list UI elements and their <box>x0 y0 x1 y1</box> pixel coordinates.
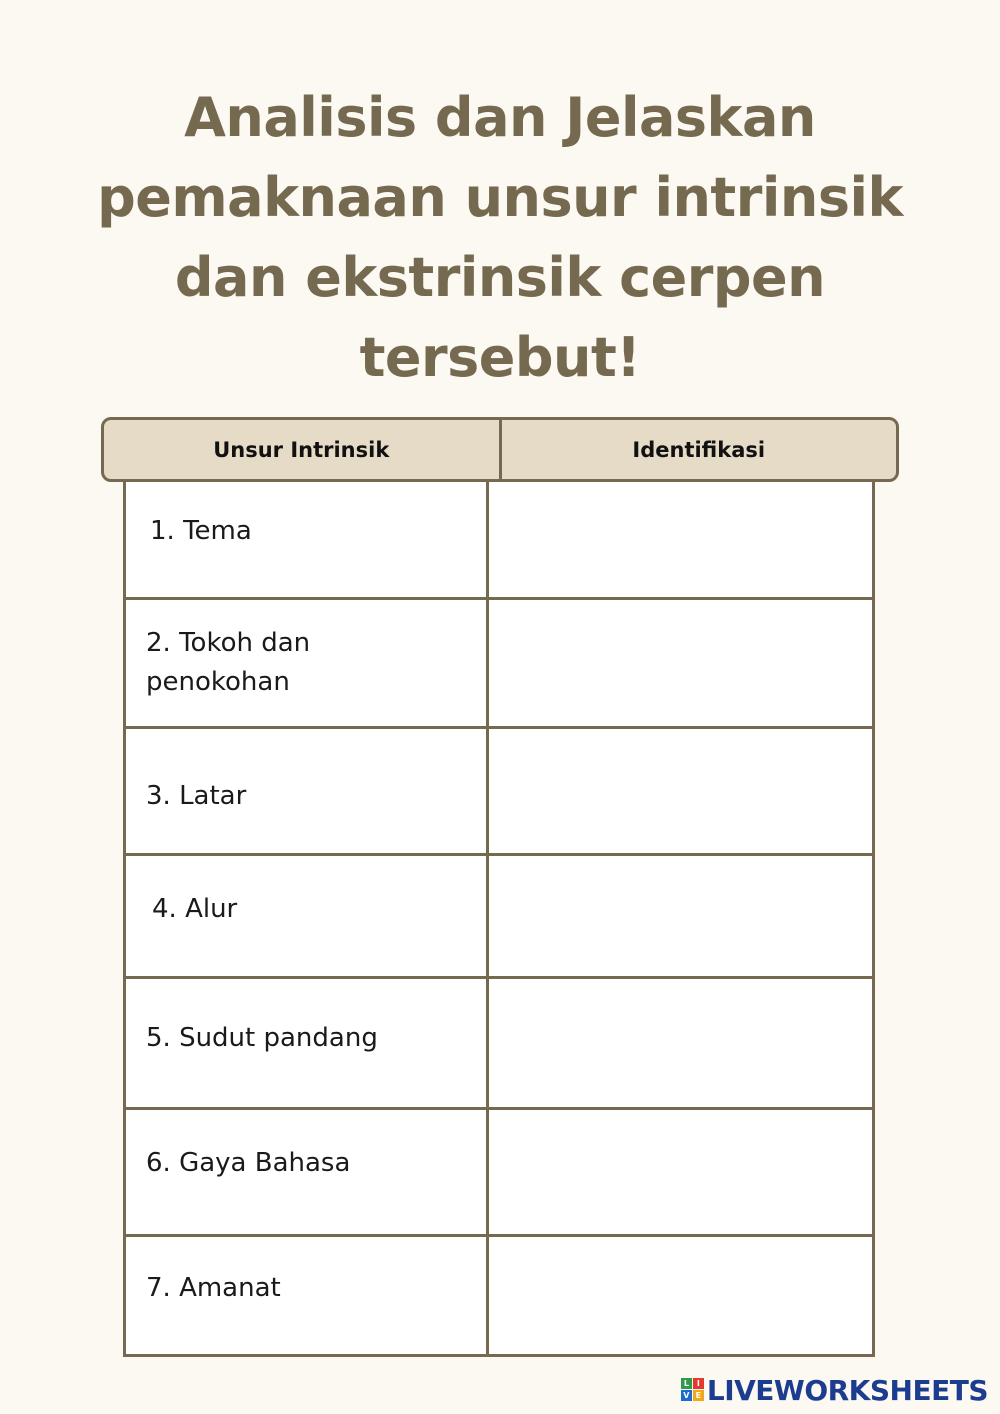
table-row <box>126 1237 872 1354</box>
row-label-gaya-bahasa: 6. Gaya Bahasa <box>126 1110 489 1234</box>
liveworksheets-logo-icon <box>681 1378 705 1402</box>
title-line: Analisis dan Jelaskan <box>184 86 816 149</box>
answer-cell-tema[interactable] <box>489 482 872 597</box>
logo-tile: L <box>681 1378 692 1389</box>
logo-tile: V <box>681 1390 692 1401</box>
title-line: tersebut! <box>359 326 641 389</box>
brand-wordmark: LIVEWORKSHEETS <box>706 1373 988 1407</box>
answer-cell-sudut-pandang[interactable] <box>489 979 872 1107</box>
row-label-latar: 3. Latar <box>126 729 489 853</box>
answer-cell-latar[interactable] <box>489 729 872 853</box>
table-header <box>101 417 899 482</box>
answer-cell-tokoh[interactable] <box>489 600 872 726</box>
table-row <box>126 482 872 597</box>
page-title <box>80 78 920 398</box>
row-label-tema: 1. Tema <box>126 482 489 597</box>
liveworksheets-brand[interactable] <box>681 1372 988 1408</box>
table-row <box>126 1110 872 1234</box>
answer-cell-amanat[interactable] <box>489 1237 872 1354</box>
table-row <box>126 856 872 976</box>
title-line: dan ekstrinsik cerpen <box>174 246 826 309</box>
logo-tile: E <box>693 1390 704 1401</box>
row-label-amanat: 7. Amanat <box>126 1237 489 1354</box>
table-row <box>126 729 872 853</box>
answer-cell-alur[interactable] <box>489 856 872 976</box>
answer-cell-gaya-bahasa[interactable] <box>489 1110 872 1234</box>
table-row <box>126 600 872 726</box>
header-unsur-intrinsik: Unsur Intrinsik <box>104 420 502 479</box>
answer-table <box>123 479 875 1357</box>
row-label-sudut-pandang: 5. Sudut pandang <box>126 979 489 1107</box>
row-label-tokoh: 2. Tokoh dan penokohan <box>126 600 489 726</box>
title-line: pemaknaan unsur intrinsik <box>97 166 903 229</box>
table-row <box>126 979 872 1107</box>
header-identifikasi: Identifikasi <box>632 437 766 462</box>
row-label-alur: 4. Alur <box>126 856 489 976</box>
logo-tile: I <box>693 1378 704 1389</box>
